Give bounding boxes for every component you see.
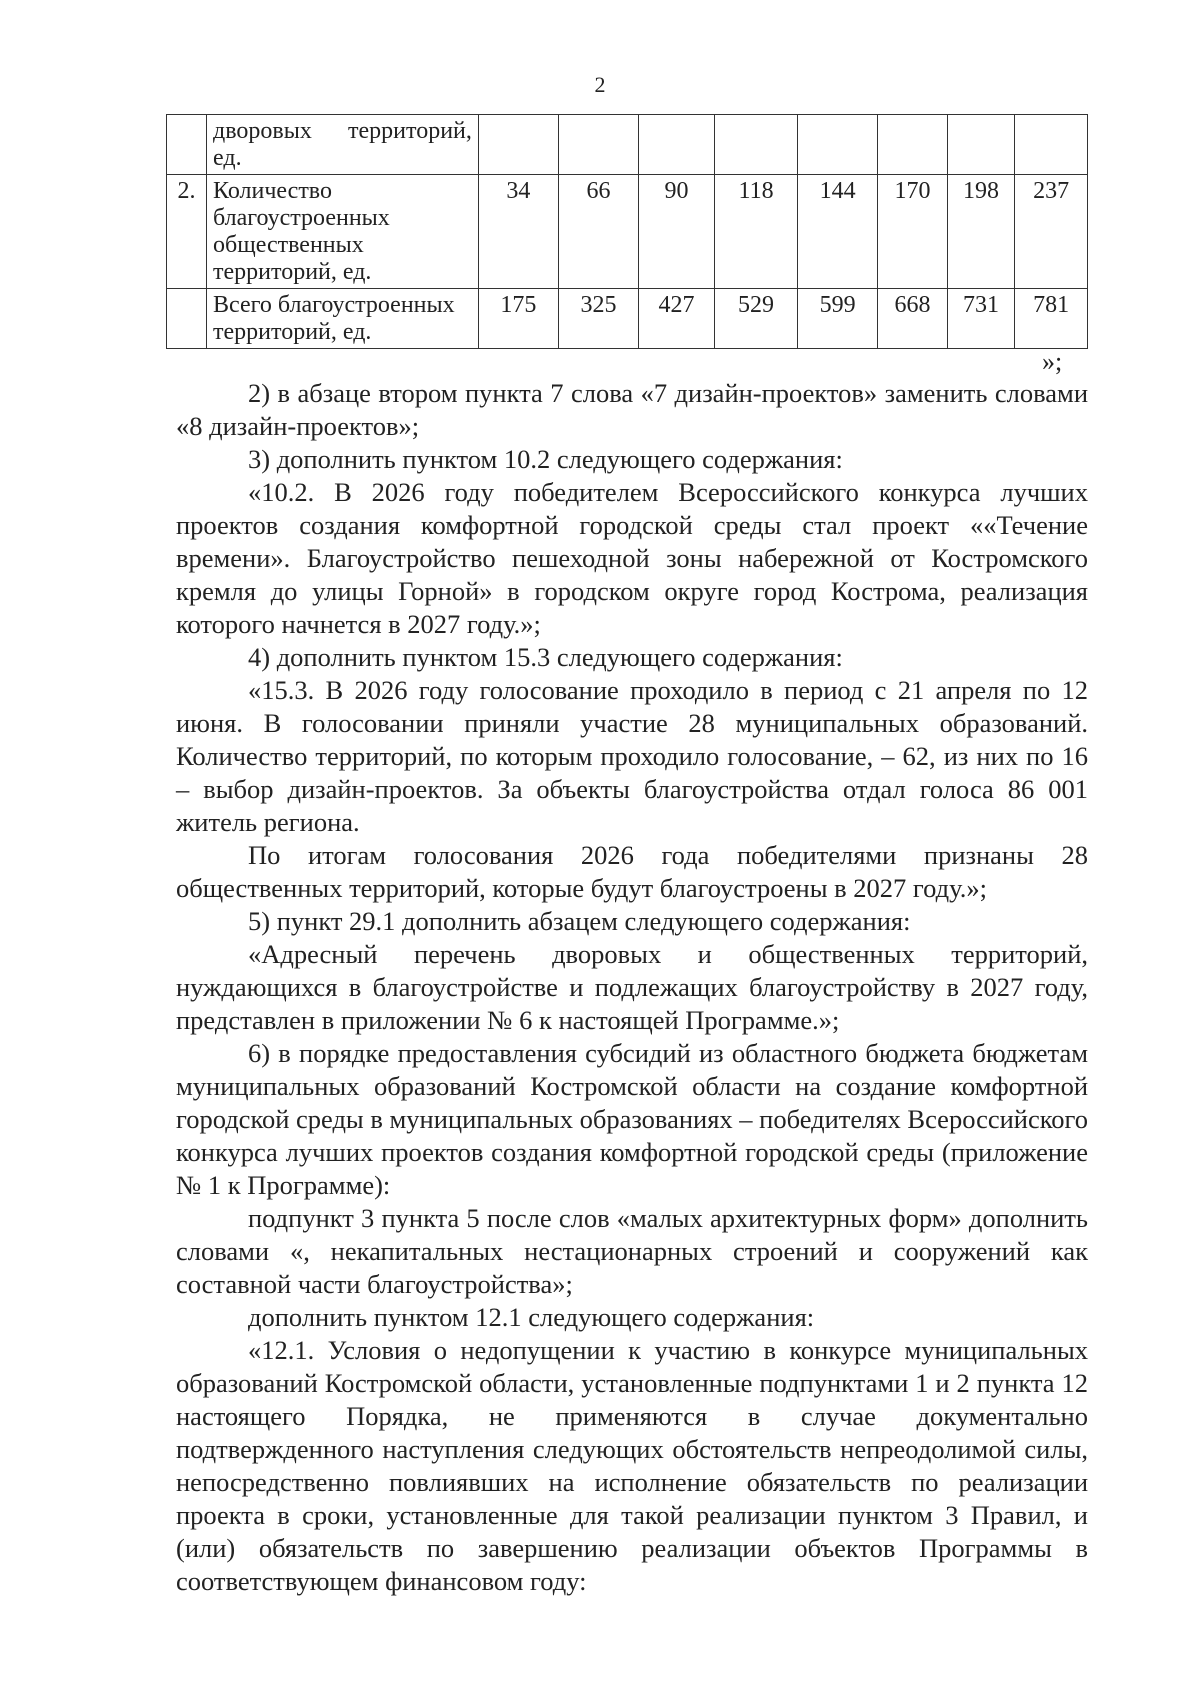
paragraph: «Адресный перечень дворовых и общественных территорий, нуждающихся в благоустройстве и подлежащих благоустройству в 2027 году, представлен в приложении № 6 к настоящей Программе.»;: [176, 939, 1088, 1035]
value-cell: 599: [798, 289, 878, 349]
value-cell: 731: [947, 289, 1014, 349]
page-number: 2: [594, 72, 606, 97]
paragraph: «10.2. В 2026 году победителем Всероссийского конкурса лучших проектов создания комфортной городской среды стал проект ««Течение времени». Благоустройство пешеходной зоны набережной от Костромского кремля до улицы Горной» в городском округе город Кострома, реализация которого начнется в 2027 году.»;: [176, 477, 1088, 639]
paragraph: «15.3. В 2026 году голосование проходило в период с 21 апреля по 12 июня. В голосовании приняли участие 28 муниципальных образований. Количество территорий, по которым проходило голосование, – 62, из них по 16 – выбор дизайн-проектов. За объекты благоустройства отдал голоса 86 001 житель региона.: [176, 675, 1088, 837]
value-cell: [714, 115, 797, 175]
paragraph: 2) в абзаце втором пункта 7 слова «7 дизайн-проектов» заменить словами «8 дизайн-проектов»;: [176, 378, 1088, 441]
value-cell: 198: [947, 175, 1014, 289]
value-cell: 175: [478, 289, 558, 349]
value-cell: 118: [714, 175, 797, 289]
value-cell: [878, 115, 948, 175]
value-cell: [478, 115, 558, 175]
value-cell: [558, 115, 638, 175]
value-cell: 325: [558, 289, 638, 349]
table-closing-quote: »;: [1042, 347, 1063, 376]
value-cell: [947, 115, 1014, 175]
value-cell: [1015, 115, 1088, 175]
document-body: [176, 377, 1088, 1598]
value-cell: 781: [1015, 289, 1088, 349]
row-number-cell: [167, 289, 207, 349]
paragraph: 5) пункт 29.1 дополнить абзацем следующего содержания:: [248, 906, 911, 936]
paragraph: 4) дополнить пунктом 15.3 следующего содержания:: [248, 642, 843, 672]
value-cell: 66: [558, 175, 638, 289]
value-cell: 668: [878, 289, 948, 349]
value-cell: 90: [639, 175, 715, 289]
row-name-cell: дворовых территорий, ед.: [207, 115, 479, 175]
value-cell: 529: [714, 289, 797, 349]
row-name-cell: Всего благоустроенных территорий, ед.: [207, 289, 479, 349]
value-cell: 34: [478, 175, 558, 289]
indicators-table: [166, 114, 1088, 349]
row-name-cell: Количество благоустроенных общественных территорий, ед.: [207, 175, 479, 289]
paragraph: подпункт 3 пункта 5 после слов «малых архитектурных форм» дополнить словами «, некапитальных нестационарных строений и сооружений как составной части благоустройства»;: [176, 1203, 1088, 1299]
table-row: [167, 115, 1088, 175]
value-cell: 237: [1015, 175, 1088, 289]
paragraph: По итогам голосования 2026 года победителями признаны 28 общественных территорий, которые будут благоустроены в 2027 году.»;: [176, 840, 1088, 903]
value-cell: 427: [639, 289, 715, 349]
paragraph: «12.1. Условия о недопущении к участию в конкурсе муниципальных образований Костромской области, установленные подпунктами 1 и 2 пункта 12 настоящего Порядка, не применяются в случае документально подтвержденного наступления следующих обстоятельств непреодолимой силы, непосредственно повлиявших на исполнение обязательств по реализации проекта в сроки, установленные для такой реализации пунктом 3 Правил, и (или) обязательств по завершению реализации объектов Программы в соответствующем финансовом году:: [176, 1335, 1088, 1596]
row-number-cell: 2.: [167, 175, 207, 289]
table-row: [167, 289, 1088, 349]
value-cell: [798, 115, 878, 175]
paragraph: дополнить пунктом 12.1 следующего содержания:: [248, 1302, 815, 1332]
value-cell: 170: [878, 175, 948, 289]
table-row: [167, 175, 1088, 289]
paragraph: 3) дополнить пунктом 10.2 следующего содержания:: [248, 444, 843, 474]
row-number-cell: [167, 115, 207, 175]
value-cell: [639, 115, 715, 175]
paragraph: 6) в порядке предоставления субсидий из областного бюджета бюджетам муниципальных образований Костромской области на создание комфортной городской среды в муниципальных образованиях – победителях Всероссийского конкурса лучших проектов создания комфортной городской среды (приложение № 1 к Программе):: [176, 1038, 1088, 1200]
value-cell: 144: [798, 175, 878, 289]
